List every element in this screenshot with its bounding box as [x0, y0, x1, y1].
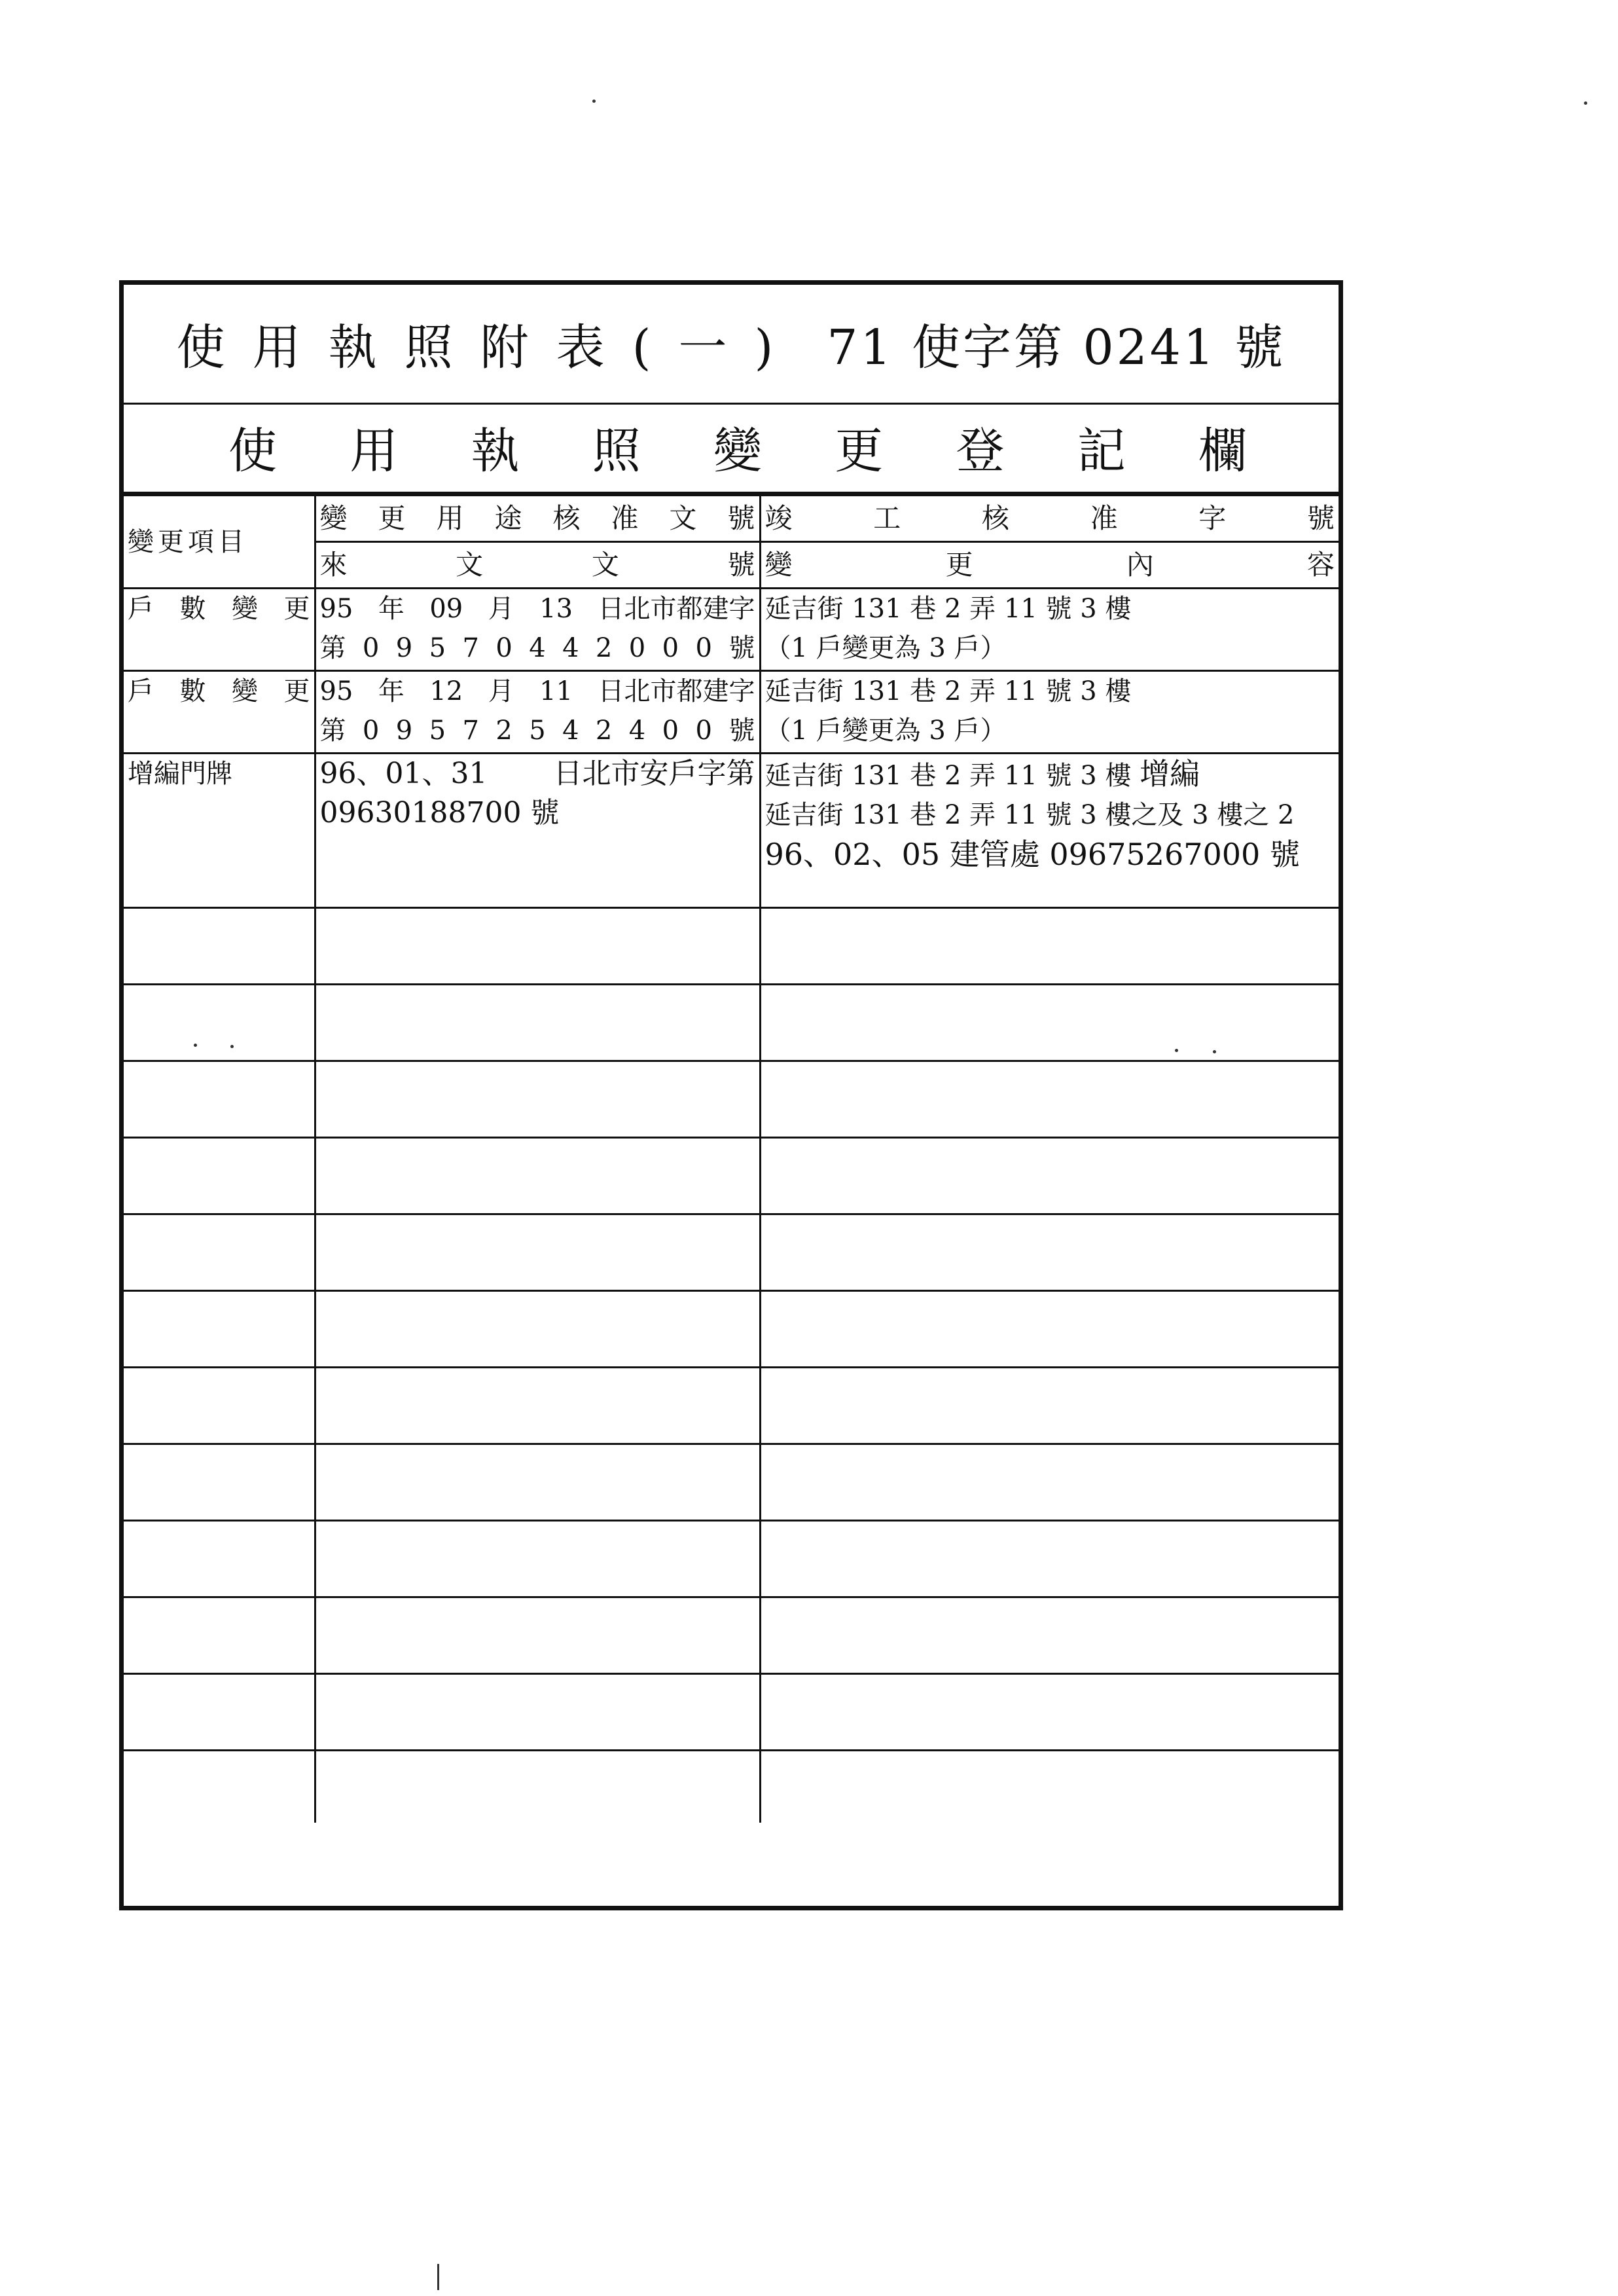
- scan-speck: [1175, 1049, 1178, 1052]
- subtitle-char: 用: [350, 423, 399, 479]
- scan-speck: [194, 1044, 197, 1047]
- row-document-number: 96、01、31 日北市安戶字第 09630188700 號: [315, 754, 760, 908]
- empty-row: [124, 1291, 1339, 1368]
- scan-mark: [437, 2264, 439, 2290]
- table-row: [124, 671, 1339, 754]
- subtitle-char: 更: [835, 423, 884, 479]
- subtitle-char: 照: [592, 423, 641, 479]
- empty-row: [124, 1214, 1339, 1291]
- empty-row: [124, 1444, 1339, 1521]
- row-change-content: 延吉街 131 巷 2 弄 11 號 3 樓 （1 戶變更為 3 戶）: [760, 671, 1339, 754]
- scan-speck: [1584, 101, 1587, 105]
- table-row: [124, 754, 1339, 908]
- empty-row: [124, 1061, 1339, 1138]
- subtitle-char: 變: [713, 423, 762, 479]
- header-incoming-doc: 來 文 文 號: [315, 542, 760, 589]
- header-change-item: 變更項目: [124, 496, 315, 589]
- document-title: [124, 285, 1339, 405]
- title-right: 71 使字第 0241 號: [827, 319, 1286, 376]
- license-sheet: [119, 280, 1343, 1910]
- empty-row: [124, 985, 1339, 1061]
- scan-speck: [592, 100, 596, 103]
- header-change-content: 變 更 內 容: [760, 542, 1339, 589]
- empty-row: [124, 1368, 1339, 1444]
- subtitle-char: 記: [1077, 423, 1126, 479]
- row-item: 戶 數 變 更: [124, 671, 315, 754]
- row-change-content: 延吉街 131 巷 2 弄 11 號 3 樓 增編 延吉街 131 巷 2 弄 11 號 3 樓之及 3 樓之 2 96、02、05 建管處 09675267000 號: [760, 754, 1339, 908]
- subtitle-char: 使: [228, 423, 277, 479]
- section-title: [124, 403, 1339, 494]
- row-item: 戶 數 變 更: [124, 589, 315, 671]
- scan-speck: [1213, 1050, 1216, 1053]
- empty-row: [124, 908, 1339, 985]
- row-change-content: 延吉街 131 巷 2 弄 11 號 3 樓 （1 戶變更為 3 戶）: [760, 589, 1339, 671]
- empty-row: [124, 1521, 1339, 1597]
- subtitle-char: 登: [956, 423, 1005, 479]
- subtitle-char: 欄: [1198, 423, 1247, 479]
- title-left: 使用執照附表(一): [176, 319, 801, 376]
- empty-row: [124, 1597, 1339, 1674]
- empty-row: [124, 1138, 1339, 1214]
- row-document-number: 95 年 09 月 13 日北市都建字 第 0 9 5 7 0 4 4 2 0 0 0 號: [315, 589, 760, 671]
- row-item: 增編門牌: [124, 754, 315, 908]
- scan-speck: [230, 1045, 234, 1048]
- header-completion-number: 竣 工 核 准 字 號: [760, 496, 1339, 542]
- header-approval-doc: 變 更 用 途 核 准 文 號: [315, 496, 760, 542]
- empty-row: [124, 1674, 1339, 1751]
- change-register-table: [124, 494, 1339, 1823]
- row-document-number: 95 年 12 月 11 日北市都建字 第 0 9 5 7 2 5 4 2 4 0 0 號: [315, 671, 760, 754]
- empty-row: [124, 1751, 1339, 1823]
- subtitle-char: 執: [471, 423, 520, 479]
- table-row: [124, 589, 1339, 671]
